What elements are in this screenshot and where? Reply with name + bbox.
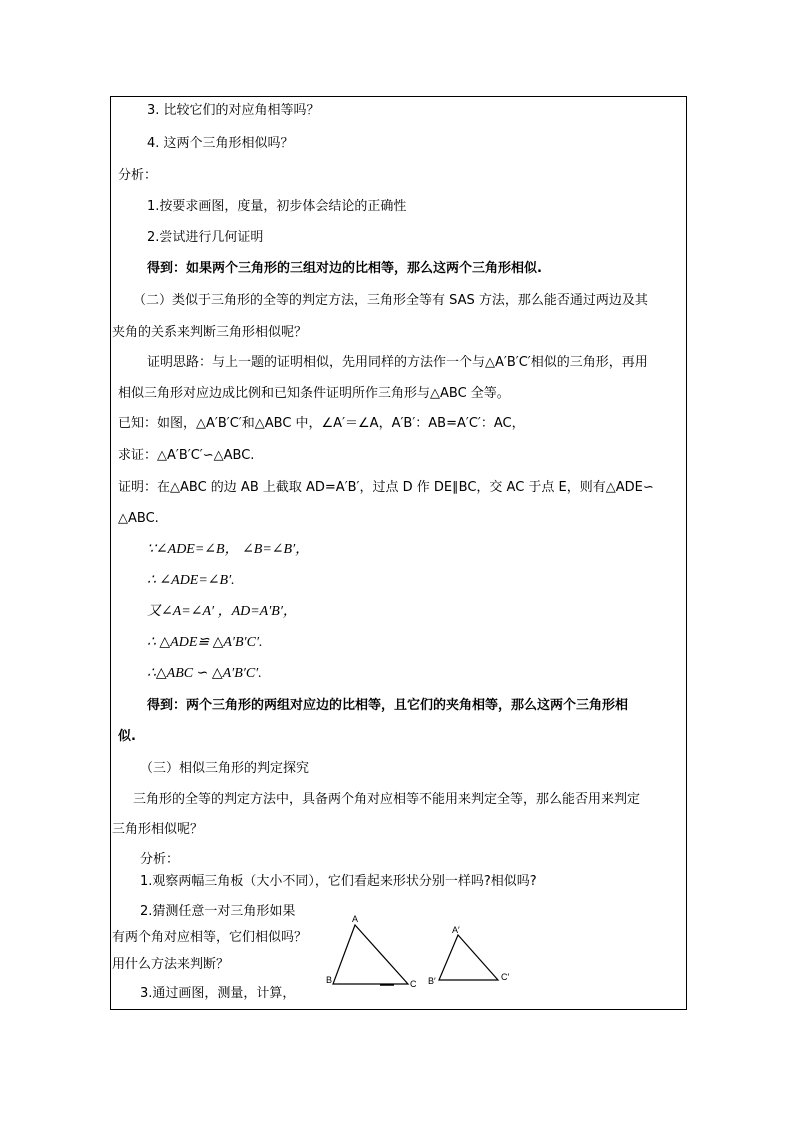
- section-2-line-2: 夹角的关系来判断三角形相似呢？: [112, 325, 308, 340]
- analysis-item-2: 2.尝试进行几何证明: [147, 230, 264, 245]
- vertex-label-c: C: [410, 979, 417, 989]
- big-triangle: [326, 914, 417, 989]
- question-4: 4. 这两个三角形相似吗？: [147, 136, 294, 151]
- small-triangle: [428, 925, 509, 986]
- section-3-line-1: 三角形的全等的判定方法中，具备两个角对应相等不能用来判定全等，那么能否用来判定: [133, 792, 641, 807]
- proof-step-3: 又∠A=∠A′ ，AD=A′B′，: [147, 604, 297, 619]
- analysis-item-1: 1.按要求画图，度量，初步体会结论的正确性: [147, 199, 407, 214]
- explore-item-2-line-1: 2.猜测任意一对三角形如果: [140, 904, 296, 919]
- proof-step-5: ∴△ABC ∽ △A′B′C′.: [147, 666, 262, 681]
- proof-idea-line-2: 相似三角形对应边成比例和已知条件证明所作三角形与△ABC 全等。: [118, 386, 510, 401]
- proof-step-4: ∴ △ADE≌ △A′B′C′.: [147, 635, 263, 650]
- result-1: 得到：如果两个三角形的三组对边的比相等，那么这两个三角形相似.: [147, 261, 542, 276]
- section-3-heading: （三）相似三角形的判定探究: [140, 761, 310, 776]
- vertex-label-a: A: [352, 914, 359, 924]
- proof-idea-line-1: 证明思路：与上一题的证明相似，先用同样的方法作一个与△A′B′C′相似的三角形，再用: [147, 355, 648, 370]
- vertex-label-b-prime: B′: [428, 976, 436, 986]
- explore-item-3: 3.通过画图，测量，计算，: [140, 986, 296, 1001]
- analysis-heading-1: 分析：: [118, 168, 158, 183]
- proof-line-1: 证明：在△ABC 的边 AB 上截取 AD=A′B′，过点 D 作 DE∥BC，交 AC 于点 E，则有△ADE∽: [118, 480, 654, 495]
- question-3: 3. 比较它们的对应角相等吗？: [147, 103, 320, 118]
- result-2-line-2: 似.: [118, 729, 136, 744]
- proof-step-2: ∴ ∠ADE=∠B′.: [147, 573, 235, 588]
- given-statement: 已知：如图，△A′B′C′和△ABC 中，∠A′＝∠A，A′B′：AB=A′C′：AC，: [118, 416, 525, 431]
- prove-statement: 求证：△A′B′C′∽△ABC.: [118, 448, 255, 463]
- small-triangle-shape: [439, 935, 498, 980]
- section-2-line-1: （二）类似于三角形的全等的判定方法，三角形全等有 SAS 方法，那么能否通过两边及其: [133, 293, 648, 308]
- analysis-heading-2: 分析：: [140, 852, 180, 867]
- explore-item-1: 1.观察两幅三角板（大小不同），它们看起来形状分别一样吗?相似吗?: [140, 874, 537, 889]
- proof-line-2: △ABC.: [118, 511, 159, 526]
- proof-step-1: ∵∠ADE=∠B， ∠B=∠B′，: [147, 542, 310, 557]
- triangle-figure: [320, 910, 520, 1000]
- result-2-line-1: 得到：两个三角形的两组对应边的比相等，且它们的夹角相等，那么这两个三角形相: [147, 698, 629, 713]
- explore-item-2-line-2: 有两个角对应相等，它们相似吗？: [112, 930, 308, 945]
- section-3-line-2: 三角形相似呢？: [112, 822, 204, 837]
- vertex-label-c-prime: C′: [501, 972, 510, 982]
- explore-item-2-line-3: 用什么方法来判断？: [112, 957, 230, 972]
- vertex-label-a-prime: A′: [452, 925, 460, 935]
- vertex-label-b: B: [326, 975, 333, 985]
- big-triangle-shape: [333, 925, 408, 984]
